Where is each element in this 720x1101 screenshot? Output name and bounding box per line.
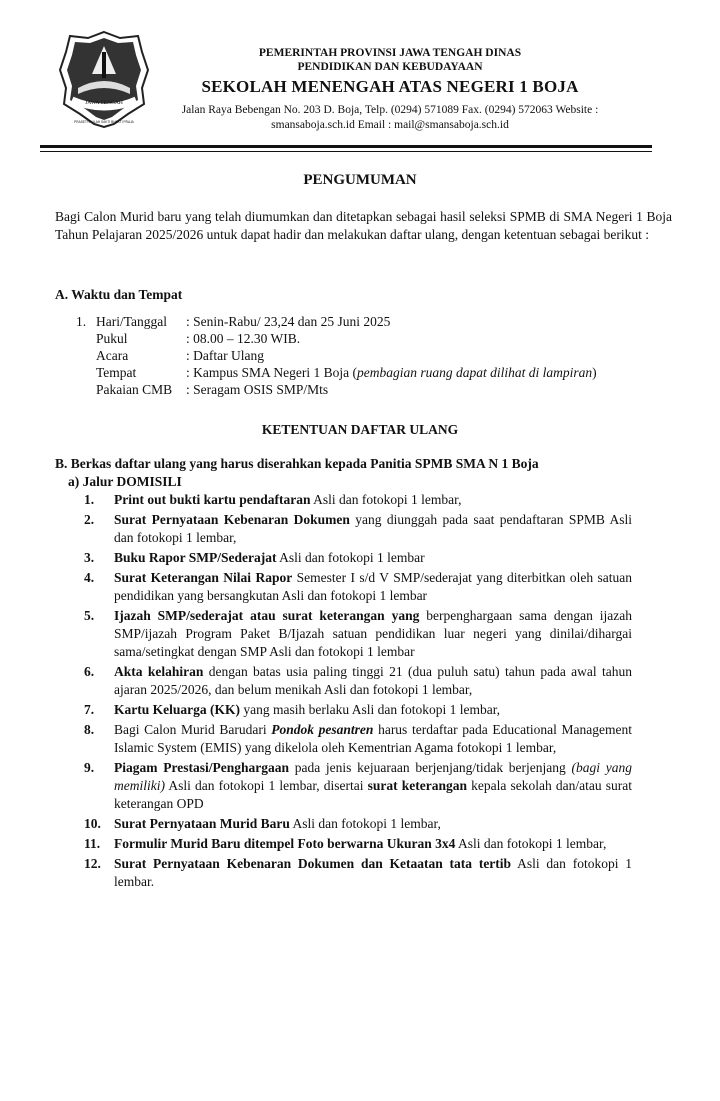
schedule-value: : 08.00 – 12.30 WIB.: [186, 331, 301, 346]
list-item: 12. Surat Pernyataan Kebenaran Dokumen dan Ketaatan tata tertib Asli dan fotokopi 1 lembar.: [84, 856, 632, 889]
schedule-row: [76, 364, 597, 381]
schedule-label: Acara: [96, 348, 129, 363]
school-address: [175, 103, 605, 133]
list-item: 1. Print out bukti kartu pendaftaran Asli dan fotokopi 1 lembar,: [84, 492, 462, 507]
header-divider-thick: [40, 145, 652, 148]
schedule-row: [76, 330, 597, 347]
list-item: 9. Piagam Prestasi/Penghargaan pada jenis kejuaraan berjenjang/tidak berjenjang (bagi yang memiliki) Asli dan fotokopi 1 lembar, disertai surat keterangan kepala sekolah dan/atau surat keterangan OPD: [84, 760, 632, 811]
page-title: PENGUMUMAN: [303, 172, 417, 188]
list-item: 7. Kartu Keluarga (KK) yang masih berlaku Asli dan fotokopi 1 lembar,: [84, 702, 501, 717]
list-item: 4. Surat Keterangan Nilai Rapor Semester I s/d V SMP/sederajat yang diterbitkan oleh satuan pendidikan yang bersangkutan Asli dan fotokopi 1 lembar: [84, 570, 632, 603]
subheading: KETENTUAN DAFTAR ULANG: [261, 422, 459, 437]
schedule-label: Pukul: [96, 331, 128, 346]
jalur-heading: a) Jalur DOMISILI: [68, 474, 182, 489]
address-line-2: smansaboja.sch.id Email : mail@smansaboja.sch.id: [271, 119, 509, 131]
schedule-number: 1.: [76, 314, 87, 329]
header-line-2: PENDIDIKAN DAN KEBUDAYAAN: [297, 61, 483, 73]
list-item: 2. Surat Pernyataan Kebenaran Dokumen yang diunggah pada saat pendaftaran SPMB Asli dan fotokopi 1 lembar,: [84, 512, 633, 545]
list-item: 5. Ijazah SMP/sederajat atau surat keterangan yang berpenghargaan sama dengan ijazah SMP/ijazah Program Paket B/Ijazah satuan pendidikan luar negeri yang dinilai/dihargai sama/setingkat dengan SMP Asli dan fotokopi 1 lembar: [84, 608, 632, 659]
section-b-heading: B. Berkas daftar ulang yang harus diserahkan kepada Panitia SPMB SMA N 1 Boja: [55, 456, 539, 471]
document-list: [84, 491, 632, 893]
address-line-1: Jalan Raya Bebengan No. 203 D. Boja, Telp. (0294) 571089 Fax. (0294) 572063 Website :: [181, 104, 599, 116]
list-item: 3. Buku Rapor SMP/Sederajat Asli dan fotokopi 1 lembar: [84, 550, 425, 565]
logo-motto: PRASETYA ULAH SAKTI BHAKTI PRAJA: [74, 120, 134, 124]
schedule-value: : Daftar Ulang: [186, 348, 264, 363]
list-item: 11. Formulir Murid Baru ditempel Foto berwarna Ukuran 3x4 Asli dan fotokopi 1 lembar,: [84, 836, 607, 851]
schedule-label: Hari/Tanggal: [96, 314, 168, 329]
intro-paragraph: Bagi Calon Murid baru yang telah diumumkan dan ditetapkan sebagai hasil seleksi SPMB di SMA Negeri 1 Boja Tahun Pelajaran 2025/2026 untuk dapat hadir dan melakukan daftar ulang, dengan ketentuan sebagai berikut :: [55, 209, 672, 242]
schedule-row: [76, 313, 597, 330]
schedule-value: : Seragam OSIS SMP/Mts: [186, 382, 329, 397]
header-divider-thin: [40, 151, 652, 152]
list-item: 8. Bagi Calon Murid Barudari Pondok pesantren harus terdaftar pada Educational Management Islamic System (EMIS) yang dikelola oleh Kementrian Agama fotokopi 1 lembar,: [84, 722, 633, 755]
section-a-heading: A. Waktu dan Tempat: [55, 287, 183, 302]
schedule-table: [76, 313, 597, 398]
schedule-row: [76, 347, 597, 364]
province-logo: [58, 30, 150, 128]
list-item: 10. Surat Pernyataan Murid Baru Asli dan fotokopi 1 lembar,: [84, 816, 441, 831]
list-item: 6. Akta kelahiran dengan batas usia paling tinggi 21 (dua puluh satu) tahun pada awal tahun ajaran 2025/2026, dan belum menikah Asli dan fotokopi 1 lembar,: [84, 664, 632, 697]
schedule-row: [76, 381, 597, 398]
schedule-label: Tempat: [96, 365, 137, 380]
header-line-1: PEMERINTAH PROVINSI JAWA TENGAH DINAS: [258, 47, 522, 59]
school-name: SEKOLAH MENENGAH ATAS NEGERI 1 BOJA: [201, 77, 579, 96]
schedule-value: : Kampus SMA Negeri 1 Boja (pembagian ruang dapat dilihat di lampiran): [186, 365, 597, 380]
logo-text: JAWA TENGAH: [85, 100, 123, 106]
schedule-label: Pakaian CMB: [96, 382, 173, 397]
schedule-value: : Senin-Rabu/ 23,24 dan 25 Juni 2025: [186, 314, 391, 329]
